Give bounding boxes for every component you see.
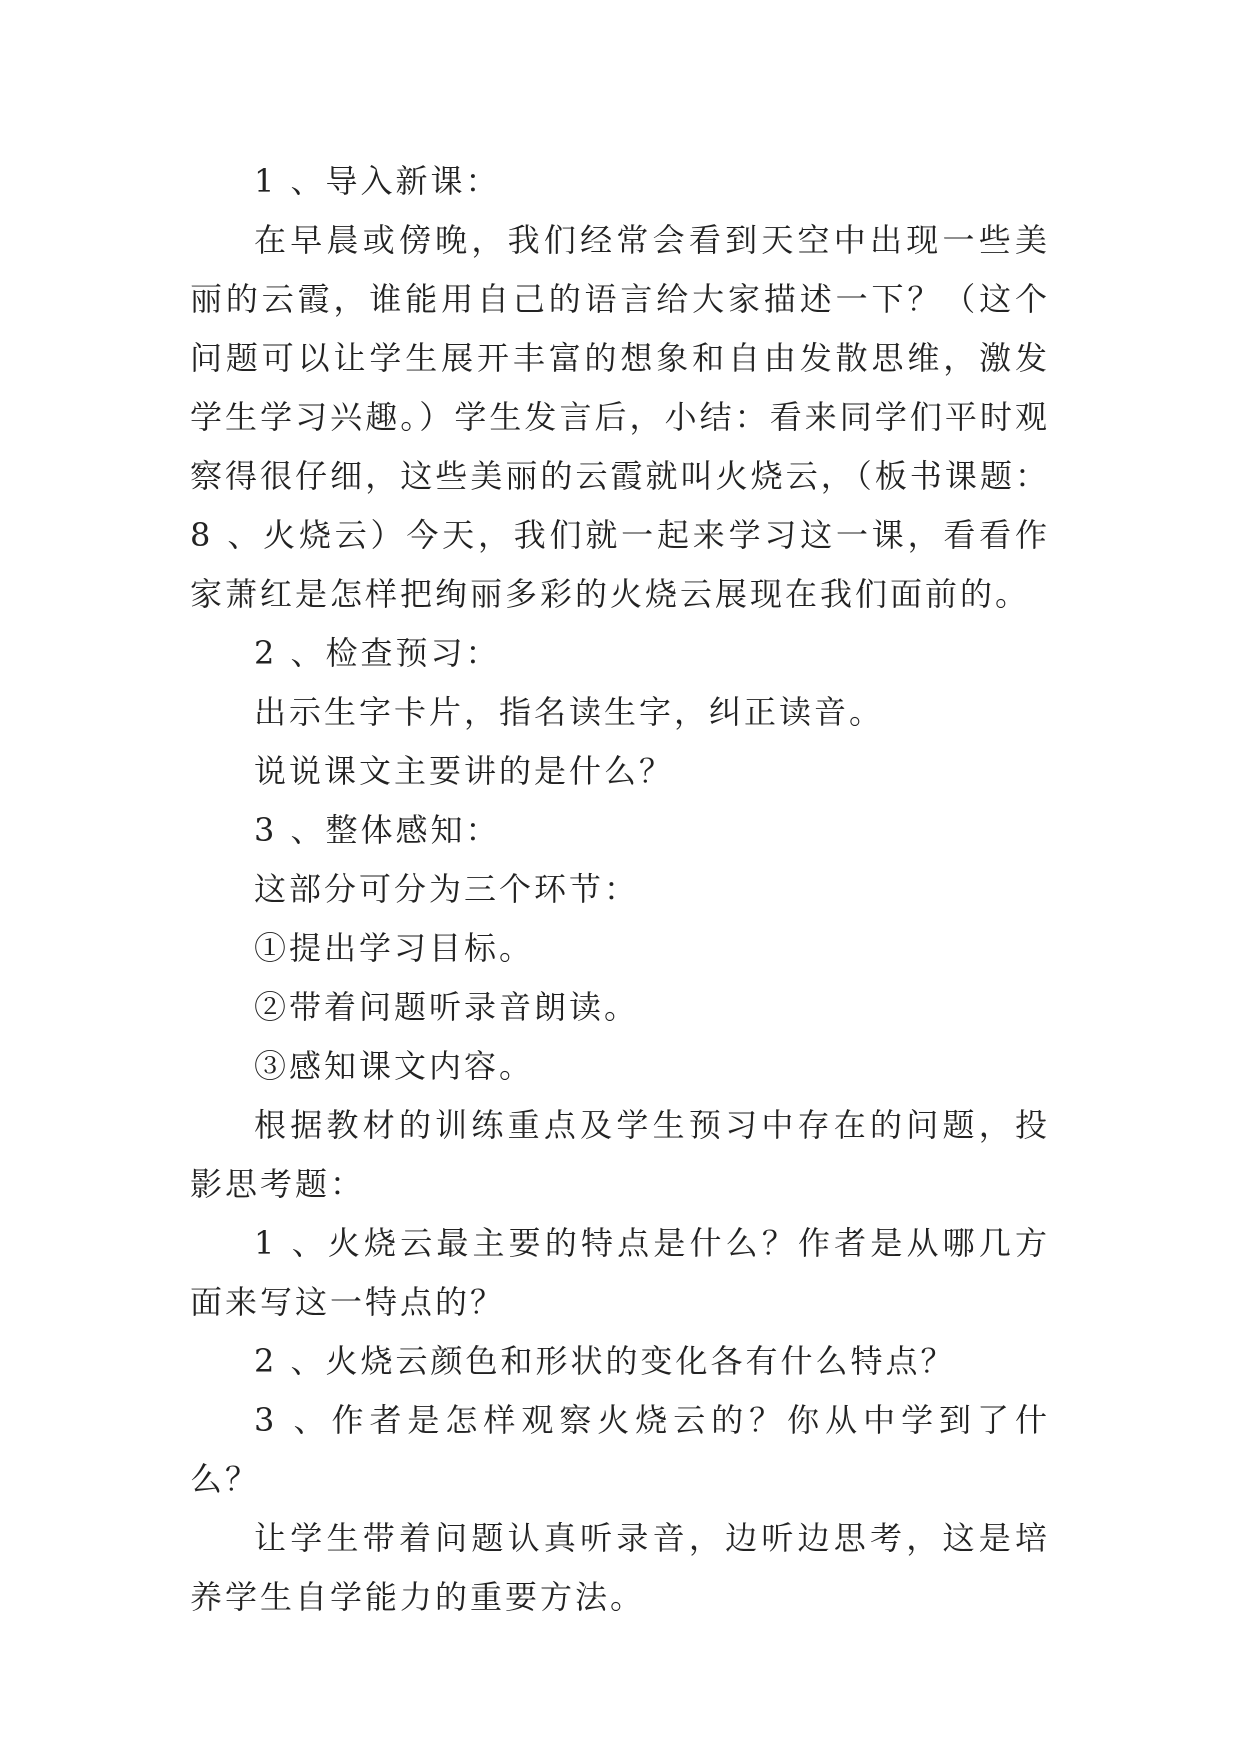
document-body [190,152,1050,1627]
list-item-step-3: ③感知课文内容。 [254,1047,535,1085]
list-item-question-1: 1 、火烧云最主要的特点是什么？作者是从哪几方面来写这一特点的？ [190,1224,1050,1321]
list-item-question-3: 3 、作者是怎样观察火烧云的？你从中学到了什么？ [190,1401,1050,1498]
paragraph-listening-method: 让学生带着问题认真听录音，边听边思考，这是培养学生自学能力的重要方法。 [190,1519,1050,1616]
section-heading-overall: 3 、整体感知： [254,811,501,849]
paragraph-preview-question: 说说课文主要讲的是什么？ [254,752,675,790]
section-heading-preview: 2 、检查预习： [254,634,501,672]
paragraph-questions-intro: 根据教材的训练重点及学生预习中存在的问题，投影思考题： [190,1106,1050,1203]
paragraph-intro-text: 在早晨或傍晚，我们经常会看到天空中出现一些美丽的云霞，谁能用自己的语言给大家描述一下？（这个问题可以让学生展开丰富的想象和自由发散思维，激发学生学习兴趣。）学生发言后，小结：看来同学们平时观察得很仔细，这些美丽的云霞就叫火烧云，（板书课题：8 、火烧云）今天，我们就一起来学习这一课，看看作家萧红是怎样把绚丽多彩的火烧云展现在我们面前的。 [190,221,1050,613]
paragraph-preview-cards: 出示生字卡片，指名读生字，纠正读音。 [254,693,885,731]
list-item-step-2: ②带着问题听录音朗读。 [254,988,640,1026]
list-item-question-2: 2 、火烧云颜色和形状的变化各有什么特点？ [254,1342,956,1380]
section-heading-intro: 1 、导入新课： [254,162,501,200]
paragraph-overall-steps: 这部分可分为三个环节： [254,870,640,908]
list-item-step-1: ①提出学习目标。 [254,929,535,967]
